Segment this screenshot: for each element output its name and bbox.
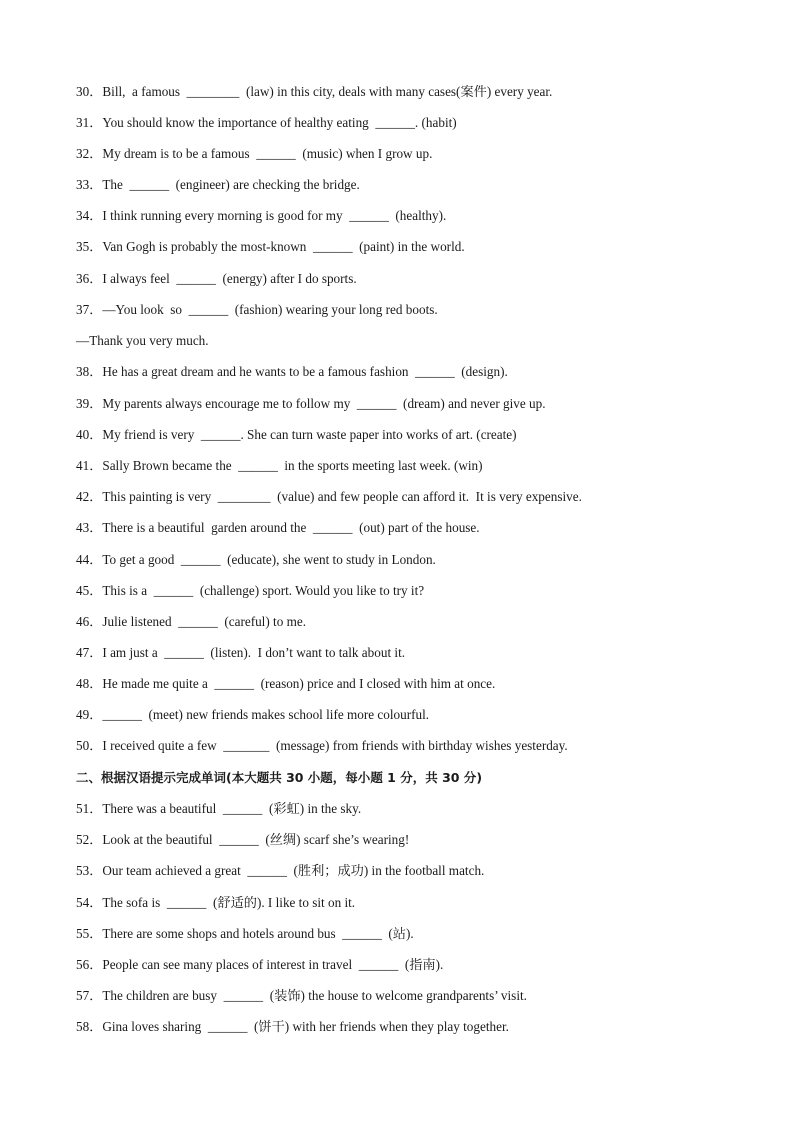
question-32: 32．My dream is to be a famous ______ (music) when I grow up. bbox=[76, 146, 433, 161]
question-37: 37．—You look so ______ (fashion) wearing your long red boots. bbox=[76, 302, 438, 317]
question-31: 31．You should know the importance of healthy eating ______. (habit) bbox=[76, 115, 457, 130]
question-30: 30．Bill, a famous ________ (law) in this city, deals with many cases(案件) every year. bbox=[76, 84, 553, 99]
question-54: 54．The sofa is ______ (舒适的). I like to sit on it. bbox=[76, 895, 356, 910]
question-33: 33．The ______ (engineer) are checking the bridge. bbox=[76, 177, 360, 192]
question-40: 40．My friend is very ______. She can turn waste paper into works of art. (create) bbox=[76, 427, 517, 442]
question-35: 35．Van Gogh is probably the most-known ______ (paint) in the world. bbox=[76, 239, 465, 254]
question-52: 52．Look at the beautiful ______ (丝绸) scarf she’s wearing! bbox=[76, 832, 410, 847]
question-49: 49．______ (meet) new friends makes school life more colourful. bbox=[76, 707, 430, 722]
question-56: 56．People can see many places of interest in travel ______ (指南). bbox=[76, 957, 444, 972]
question-46: 46．Julie listened ______ (careful) to me. bbox=[76, 614, 306, 629]
question-43: 43．There is a beautiful garden around the ______ (out) part of the house. bbox=[76, 520, 480, 535]
question-34: 34．I think running every morning is good for my ______ (healthy). bbox=[76, 208, 447, 223]
section-heading: 二、根据汉语提示完成单词(本大题共 30 小题，每小题 1 分，共 30 分) bbox=[76, 770, 483, 785]
question-58: 58．Gina loves sharing ______ (饼干) with her friends when they play together. bbox=[76, 1019, 509, 1034]
question-38: 38．He has a great dream and he wants to be a famous fashion ______ (design). bbox=[76, 364, 508, 379]
question-45: 45．This is a ______ (challenge) sport. Would you like to try it? bbox=[76, 583, 425, 598]
question-51: 51．There was a beautiful ______ (彩虹) in the sky. bbox=[76, 801, 362, 816]
question-48: 48．He made me quite a ______ (reason) price and I closed with him at once. bbox=[76, 676, 496, 691]
question-42: 42．This painting is very ________ (value) and few people can afford it. It is very expensive. bbox=[76, 489, 582, 504]
question-57: 57．The children are busy ______ (装饰) the house to welcome grandparents’ visit. bbox=[76, 988, 527, 1003]
question-53: 53．Our team achieved a great ______ (胜利；成功) in the football match. bbox=[76, 863, 485, 878]
question-55: 55．There are some shops and hotels around bus ______ (站). bbox=[76, 926, 414, 941]
question-47: 47．I am just a ______ (listen). I don’t want to talk about it. bbox=[76, 645, 406, 660]
question-44: 44．To get a good ______ (educate), she went to study in London. bbox=[76, 552, 436, 567]
question-37-reply: —Thank you very much. bbox=[76, 333, 209, 348]
question-39: 39．My parents always encourage me to follow my ______ (dream) and never give up. bbox=[76, 396, 546, 411]
question-36: 36．I always feel ______ (energy) after I do sports. bbox=[76, 271, 357, 286]
question-50: 50．I received quite a few _______ (message) from friends with birthday wishes yesterday. bbox=[76, 738, 568, 753]
question-41: 41．Sally Brown became the ______ in the sports meeting last week. (win) bbox=[76, 458, 483, 473]
